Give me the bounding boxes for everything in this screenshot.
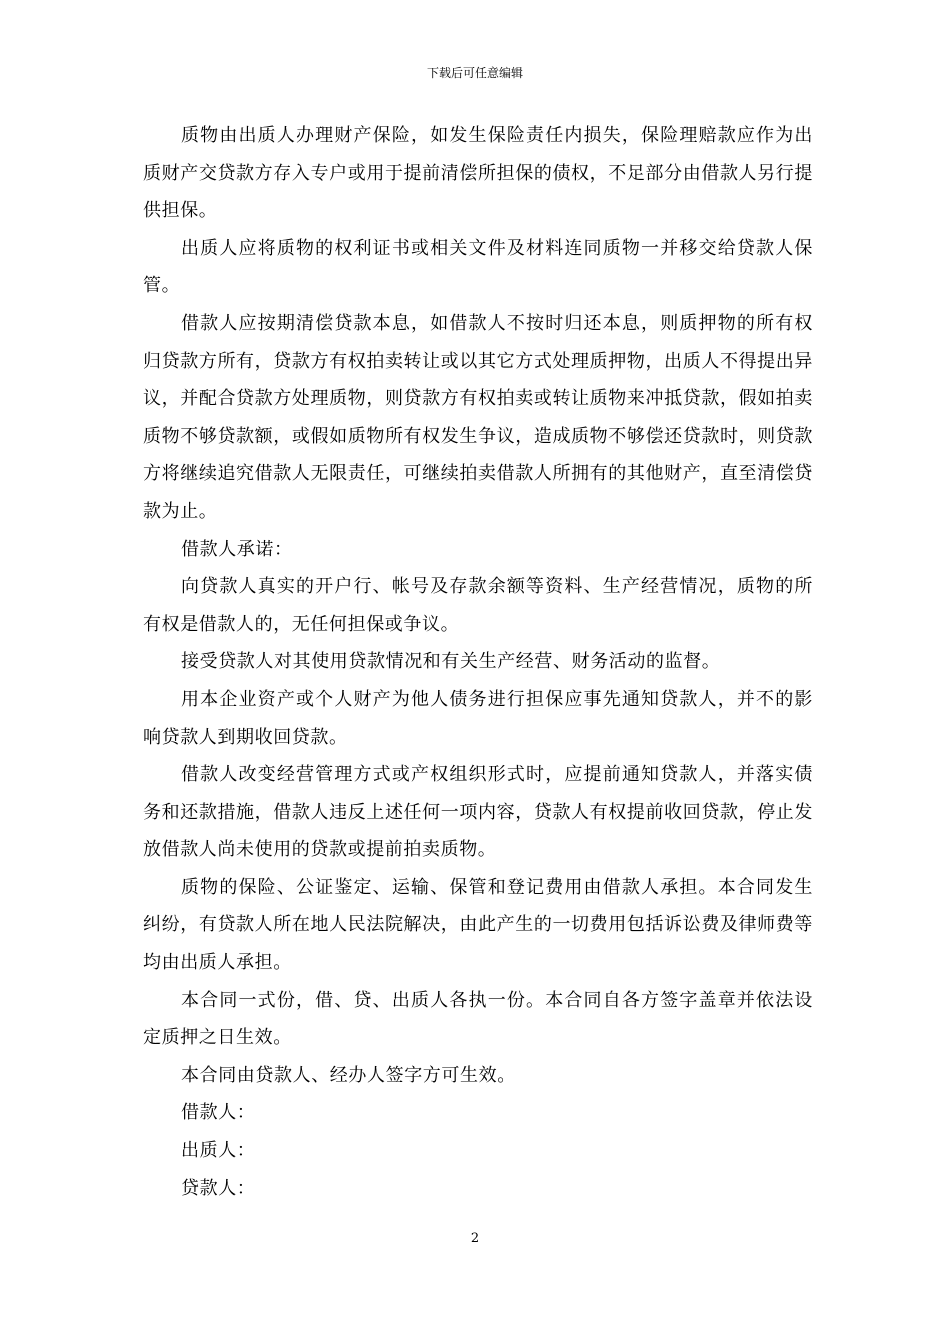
- paragraph-repayment: 借款人应按期清偿贷款本息，如借款人不按时归还本息，则质押物的所有权归贷款方所有，贷款方有权拍卖转让或以其它方式处理质押物，出质人不得提出异议，并配合贷款方处理质物，则贷款方有权拍卖或转让质物来冲抵贷款，假如拍卖质物不够贷款额，或假如质物所有权发生争议，造成质物不够偿还贷款时，则贷款方将继续追究借款人无限责任，可继续拍卖借款人所拥有的其他财产，直至清偿贷款为止。: [143, 312, 813, 522]
- paragraph-commitment-restructure: 借款人改变经营管理方式或产权组织形式时，应提前通知贷款人，并落实债务和还款措施，借款人违反上述任何一项内容，贷款人有权提前收回贷款，停止发放借款人尚未使用的贷款或提前拍卖质物。: [143, 764, 813, 861]
- paragraph-insurance: 质物由出质人办理财产保险，如发生保险责任内损失，保险理赔款应作为出质财产交贷款方存入专户或用于提前清偿所担保的债权，不足部分由借款人另行提供担保。: [143, 125, 813, 222]
- paragraph-commitment-guarantee-notice: 用本企业资产或个人财产为他人债务进行担保应事先通知贷款人，并不的影响贷款人到期收回贷款。: [143, 688, 813, 748]
- paragraph-custody: 出质人应将质物的权利证书或相关文件及材料连同质物一并移交给贷款人保管。: [143, 237, 813, 297]
- paragraph-signature-effective: 本合同由贷款人、经办人签字方可生效。: [181, 1064, 516, 1086]
- paragraph-commitment-truthful-info: 向贷款人真实的开户行、帐号及存款余额等资料、生产经营情况，质物的所有权是借款人的，无任何担保或争议。: [143, 576, 813, 635]
- paragraph-commitment-supervision: 接受贷款人对其使用贷款情况和有关生产经营、财务活动的监督。: [181, 651, 721, 673]
- page-header: 下载后可任意编辑: [426, 66, 523, 80]
- paragraph-copies-effective: 本合同一式份，借、贷、出质人各执一份。本合同自各方签字盖章并依法设定质押之日生效。: [143, 989, 813, 1049]
- signature-borrower: 借款人：: [181, 1102, 256, 1124]
- paragraph-borrower-commitment-heading: 借款人承诺：: [181, 538, 293, 560]
- signature-pledgor: 出质人：: [181, 1140, 256, 1162]
- document-body: [143, 117, 813, 1207]
- paragraph-fees-disputes: 质物的保险、公证鉴定、运输、保管和登记费用由借款人承担。本合同发生纠纷，有贷款人所在地人民法院解决，由此产生的一切费用包括诉讼费及律师费等均由出质人承担。: [143, 876, 813, 974]
- signature-lender: 贷款人：: [181, 1177, 256, 1199]
- page-number: 2: [470, 1231, 480, 1246]
